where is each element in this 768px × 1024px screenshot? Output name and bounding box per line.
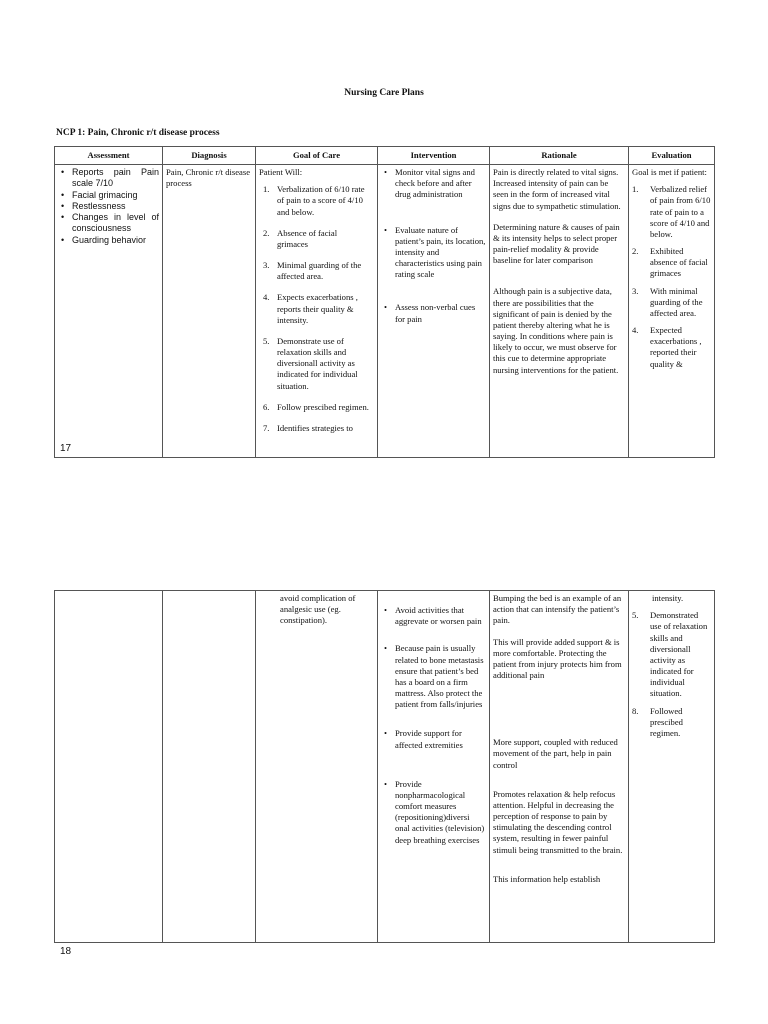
goal-item: 3. Minimal guarding of the affected area.: [263, 260, 362, 282]
evaluation-item: 5. Demonstrated use of relaxation skills and diversionall activity as indicated for individual situation.: [632, 610, 708, 699]
document-title: Nursing Care Plans: [344, 88, 424, 98]
goal-item: 4. Expects exacerbations , reports their quality & intensity.: [263, 292, 358, 325]
rationale-text: Although pain is a subjective data, there are possibilities that the significant of pain is denied by the patient thereby altering what he is saying. In conditions where pain is likely to occur, we must observe for this cue to determine appropriate nursing interventions for the patient.: [493, 286, 619, 375]
evaluation-item: 2. Exhibited absence of facial grimaces: [632, 246, 708, 279]
evaluation-item: 8. Followed prescibed regimen.: [632, 705, 683, 738]
header-goal-of-care: Goal of Care: [256, 147, 378, 165]
evaluation-item: 3. With minimal guarding of the affected area.: [632, 285, 703, 318]
diagnosis-cell: [163, 591, 256, 943]
care-plan-table-page-1: [54, 146, 715, 458]
evaluation-item: 1. Verbalized relief of pain from 6/10 rate of pain to a score of 4/10 and below.: [632, 184, 711, 239]
goal-item: 5. Demonstrate use of relaxation skills and diversionall activity as indicated for individual situation.: [263, 335, 358, 391]
assessment-cell: [55, 165, 163, 458]
intervention-item: • Evaluate nature of patient’s pain, its location, intensity and characteristics using pain rating scale: [381, 225, 486, 281]
rationale-cell: [490, 591, 629, 943]
goal-of-care-cell: [256, 165, 378, 458]
goal-item: 2. Absence of facial grimaces: [263, 227, 338, 249]
rationale-text: More support, coupled with reduced movement of the part, help in pain control: [493, 737, 618, 770]
assessment-item: • Changes in level of consciousness: [58, 212, 159, 235]
rationale-cell: [490, 165, 629, 458]
header-diagnosis: Diagnosis: [163, 147, 256, 165]
evaluation-continuation: intensity.: [652, 593, 684, 603]
header-intervention: Intervention: [378, 147, 490, 165]
table-row: [55, 591, 715, 943]
goal-continuation: avoid complication of analgesic use (eg. constipation).: [280, 593, 356, 626]
intervention-item: • Avoid activities that aggrevate or worsen pain: [381, 605, 486, 627]
page-number: 18: [60, 946, 72, 957]
evaluation-cell: [629, 165, 715, 458]
intervention-item: • Provide support for affected extremities: [381, 728, 486, 750]
evaluation-item: 4. Expected exacerbations , reported their quality &: [632, 325, 702, 369]
intervention-item: • Because pain is usually related to bone metastasis ensure that patient’s bed has a board on a firm mattress. Also protect the patient from falls/injuries: [381, 643, 486, 710]
rationale-text: This will provide added support & is more comfortable. Protecting the patient from injury protects him from additional pain: [493, 636, 622, 681]
goal-item: 1. Verbalization of 6/10 rate of pain to a score of 4/10 and below.: [263, 184, 365, 217]
intervention-cell: [378, 165, 490, 458]
diagnosis-text: Pain, Chronic r/t disease process: [166, 167, 251, 189]
intervention-cell: [378, 591, 490, 943]
intervention-item: • Provide nonpharmacological comfort measures (repositioning)diversi onal activities (television) deep breathing exercises: [381, 779, 486, 846]
rationale-text: Pain is directly related to vital signs. Increased intensity of pain can be seen in the form of increased vital signs due to sympathetic stimulation.: [493, 167, 621, 211]
goal-item: 7. Identifies strategies to: [263, 422, 353, 433]
care-plan-table-page-2: [54, 590, 715, 943]
assessment-item: • Reports pain Pain scale 7/10: [58, 167, 159, 190]
rationale-text: Bumping the bed is an example of an action that can intensify the patient’s pain.: [493, 593, 622, 626]
intervention-item: • Assess non-verbal cues for pain: [381, 302, 486, 324]
rationale-text: Promotes relaxation & help refocus attention. Helpful in decreasing the perception of response to pain by stimulating the descending control system, resulting in fewer painful stimuli being transmitted to the brain.: [493, 788, 623, 855]
header-evaluation: Evaluation: [629, 147, 715, 165]
evaluation-intro: Goal is met if patient:: [632, 167, 707, 177]
ncp-title: NCP 1: Pain, Chronic r/t disease process: [56, 128, 220, 138]
table-header-row: [55, 147, 715, 165]
assessment-item: • Facial grimacing: [58, 190, 159, 201]
header-rationale: Rationale: [490, 147, 629, 165]
header-assessment: Assessment: [55, 147, 163, 165]
assessment-item: • Restlessness: [58, 201, 159, 212]
diagnosis-cell: [163, 165, 256, 458]
assessment-cell: [55, 591, 163, 943]
assessment-item: • Guarding behavior: [58, 235, 159, 246]
goal-of-care-cell: [256, 591, 378, 943]
goal-intro: Patient Will:: [259, 167, 303, 177]
goal-item: 6. Follow prescibed regimen.: [263, 401, 369, 412]
table-row: [55, 165, 715, 458]
rationale-text: This information help establish: [493, 873, 601, 884]
intervention-item: • Monitor vital signs and check before and after drug administration: [381, 167, 486, 201]
rationale-text: Determining nature & causes of pain & its intensity helps to select proper pain-relief modality & provide baseline for later comparison: [493, 221, 620, 266]
evaluation-cell: [629, 591, 715, 943]
page-number: 17: [60, 443, 72, 454]
